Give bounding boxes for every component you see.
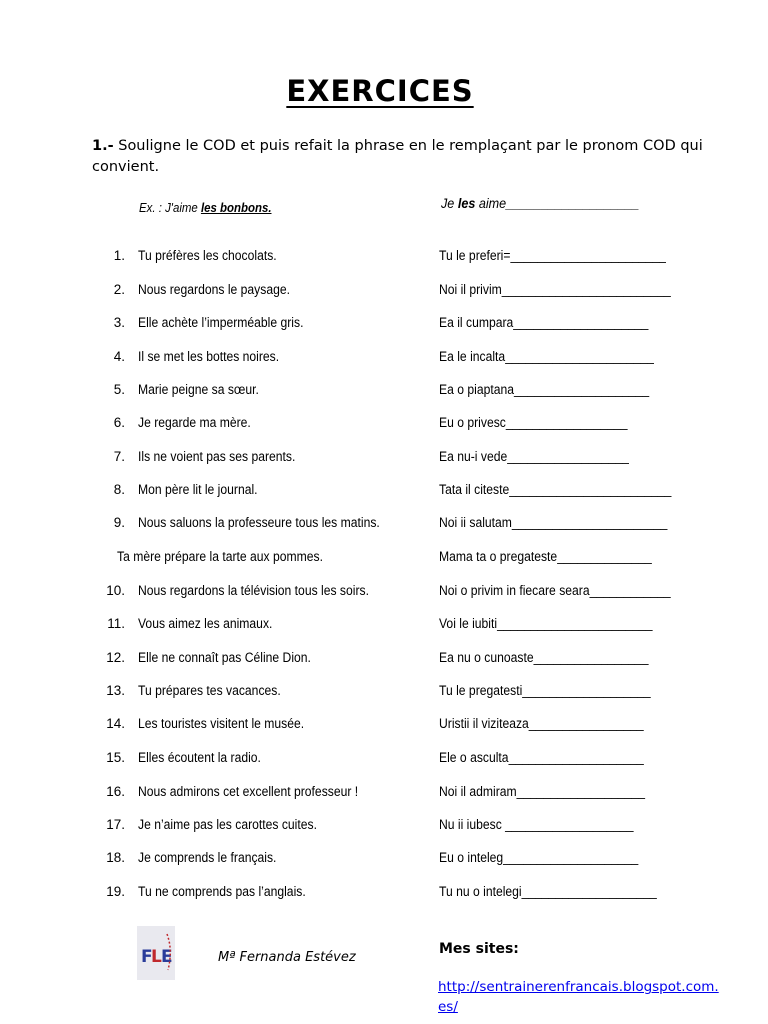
french-sentence: Je comprends le français.	[138, 850, 277, 865]
row-number: 4.	[113, 349, 125, 364]
svg-text:E: E	[161, 947, 173, 967]
exercise-row	[0, 248, 768, 268]
row-number: 16.	[106, 784, 125, 799]
exercise-row	[0, 583, 768, 603]
answer-line[interactable]: Noi il privim_________________________	[439, 282, 671, 297]
exercise-row	[0, 884, 768, 904]
author-name: Mª Fernanda Estévez	[218, 950, 356, 965]
answer-line[interactable]: Eu o privesc__________________	[439, 415, 628, 430]
row-number: 1.	[113, 248, 125, 263]
answer-line[interactable]: Ea o piaptana____________________	[439, 382, 650, 397]
answer-line[interactable]: Noi o privim in fiecare seara____________	[439, 583, 671, 598]
french-sentence: Mon père lit le journal.	[138, 482, 258, 497]
french-sentence: Elle achète l’imperméable gris.	[138, 315, 304, 330]
sites-label: Mes sites:	[439, 941, 519, 957]
example-blank: ___________________	[506, 195, 640, 211]
example-sentence: Ex. : J'aime les bonbons.	[139, 200, 272, 215]
answer-line[interactable]: Tata il citeste________________________	[439, 482, 672, 497]
exercise-row	[0, 315, 768, 335]
exercise-row	[0, 282, 768, 302]
exercise-row	[0, 850, 768, 870]
exercise-row	[0, 482, 768, 502]
site-link[interactable]: http://sentrainerenfrancais.blogspot.com.es/	[438, 979, 719, 1015]
french-sentence: Elle ne connaît pas Céline Dion.	[138, 650, 311, 665]
row-number: 6.	[113, 415, 125, 430]
exercise-row	[0, 449, 768, 469]
answer-line[interactable]: Uristii il viziteaza_________________	[439, 716, 644, 731]
french-sentence: Nous regardons le paysage.	[138, 282, 290, 297]
svg-text:F: F	[141, 947, 153, 967]
french-sentence: Je regarde ma mère.	[138, 415, 251, 430]
example-answer: Je les aime___________________	[441, 195, 640, 211]
french-sentence: Ta mère prépare la tarte aux pommes.	[117, 549, 323, 564]
answer-line[interactable]: Tu nu o intelegi____________________	[439, 884, 657, 899]
row-number: 2.	[113, 282, 125, 297]
answer-line[interactable]: Noi ii salutam_______________________	[439, 515, 668, 530]
page-title: EXERCICES	[286, 74, 474, 108]
exercise-row	[0, 750, 768, 770]
exercise-row	[0, 382, 768, 402]
fle-logo	[137, 926, 175, 980]
instruction-number: 1.-	[92, 138, 114, 154]
answer-line[interactable]: Ea nu o cunoaste_________________	[439, 650, 649, 665]
french-sentence: Les touristes visitent le musée.	[138, 716, 305, 731]
french-sentence: Tu préfères les chocolats.	[138, 248, 277, 263]
french-sentence: Elles écoutent la radio.	[138, 750, 261, 765]
row-number: 10.	[106, 583, 125, 598]
french-sentence: Il se met les bottes noires.	[138, 349, 280, 364]
answer-line[interactable]: Ea le incalta______________________	[439, 349, 654, 364]
french-sentence: Marie peigne sa sœur.	[138, 382, 259, 397]
example-cod: les bonbons.	[200, 200, 272, 215]
answer-line[interactable]: Tu le preferi=_______________________	[439, 248, 666, 263]
row-number: 8.	[113, 482, 125, 497]
row-number: 9.	[113, 515, 125, 530]
answer-line[interactable]: Ele o asculta____________________	[439, 750, 644, 765]
instruction-text: Souligne le COD et puis refait la phrase en le remplaçant par le pronom COD qui convient.	[92, 138, 703, 175]
row-number: 13.	[106, 683, 125, 698]
french-sentence: Nous saluons la professeure tous les matins.	[138, 515, 380, 530]
exercise-row	[0, 817, 768, 837]
exercise-row	[0, 549, 768, 569]
answer-line[interactable]: Noi il admiram___________________	[439, 784, 646, 799]
answer-line[interactable]: Voi le iubiti_______________________	[439, 616, 653, 631]
french-sentence: Vous aimez les animaux.	[138, 616, 273, 631]
exercise-row	[0, 683, 768, 703]
answer-line[interactable]: Eu o inteleg____________________	[439, 850, 639, 865]
row-number: 18.	[106, 850, 125, 865]
example-pronoun: les	[457, 195, 476, 211]
exercise-row	[0, 616, 768, 636]
french-sentence: Je n’aime pas les carottes cuites.	[138, 817, 317, 832]
row-number: 14.	[106, 716, 125, 731]
row-number: 12.	[106, 650, 125, 665]
row-number: 5.	[113, 382, 125, 397]
exercise-row	[0, 515, 768, 535]
french-sentence: Tu ne comprends pas l’anglais.	[138, 884, 306, 899]
answer-line[interactable]: Ea nu-i vede__________________	[439, 449, 629, 464]
answer-line[interactable]: Mama ta o pregateste______________	[439, 549, 652, 564]
row-number: 11.	[107, 616, 125, 631]
row-number: 7.	[113, 449, 125, 464]
french-sentence: Nous regardons la télévision tous les soirs.	[138, 583, 369, 598]
answer-line[interactable]: Tu le pregatesti___________________	[439, 683, 651, 698]
svg-text:L: L	[151, 947, 162, 967]
french-sentence: Tu prépares tes vacances.	[138, 683, 281, 698]
answer-line[interactable]: Nu ii iubesc ___________________	[439, 817, 634, 832]
answer-line[interactable]: Ea il cumpara____________________	[439, 315, 649, 330]
french-sentence: Nous admirons cet excellent professeur !	[138, 784, 359, 799]
row-number: 17.	[106, 817, 125, 832]
exercise-row	[0, 650, 768, 670]
exercise-row	[0, 716, 768, 736]
exercise-row	[0, 415, 768, 435]
row-number: 15.	[106, 750, 125, 765]
french-sentence: Ils ne voient pas ses parents.	[138, 449, 296, 464]
exercise-row	[0, 349, 768, 369]
row-number: 19.	[106, 884, 125, 899]
exercise-row	[0, 784, 768, 804]
row-number: 3.	[113, 315, 125, 330]
